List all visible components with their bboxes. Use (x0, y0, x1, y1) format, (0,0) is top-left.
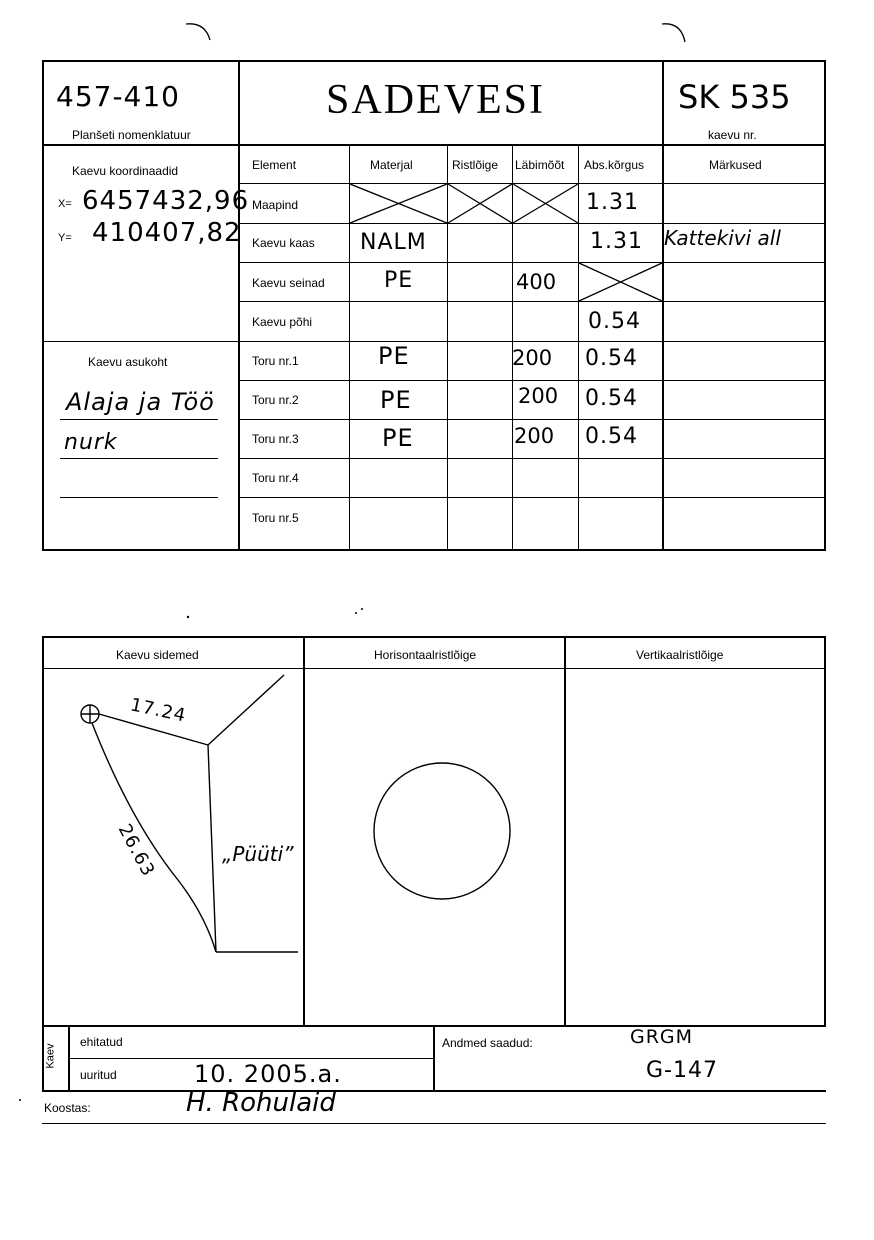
table-row: Toru nr.3 (252, 432, 299, 446)
well-number-value: SK 535 (678, 78, 791, 116)
location-line2: nurk (64, 430, 118, 455)
cell-materjal-kaas: NALM (360, 230, 427, 255)
cell-labimoot-toru2: 200 (518, 384, 559, 408)
ehitatud-label: ehitatud (80, 1035, 123, 1049)
horizontal-section-circle (374, 763, 510, 899)
cell-abs-toru1: 0.54 (585, 346, 638, 371)
y-prefix: Y= (58, 232, 72, 244)
table-row: Kaevu põhi (252, 315, 313, 329)
nomenclature-value: 457-410 (56, 80, 180, 113)
sketch-col1-label: Kaevu sidemed (116, 648, 199, 662)
table-row: Maapind (252, 198, 299, 212)
location-line1: Alaja ja Töö (66, 388, 215, 416)
andmed-line1: GRGM (630, 1026, 694, 1048)
table-row: Toru nr.5 (252, 511, 299, 525)
header-abs: Abs.kõrgus (584, 158, 645, 172)
uuritud-value: 10. 2005.a. (194, 1060, 342, 1088)
y-coordinate: 410407,82 (92, 218, 242, 248)
cell-labimoot-toru3: 200 (514, 424, 555, 448)
page-title: SADEVESI (326, 77, 546, 123)
sketch-col2-label: Horisontaalristlõige (374, 648, 477, 662)
nomenclature-label: Planšeti nomenklatuur (72, 128, 191, 142)
cell-materjal-toru1: PE (378, 342, 410, 370)
header-markused: Märkused (709, 158, 762, 172)
x-coordinate: 6457432,96 (82, 186, 250, 216)
well-number-label: kaevu nr. (708, 128, 757, 142)
uuritud-label: uuritud (80, 1068, 117, 1082)
sketch-col3-label: Vertikaalristlõige (636, 648, 724, 662)
header-ristloige: Ristlõige (452, 158, 499, 172)
distance-1: 17.24 (128, 694, 189, 727)
kaev-label: Kaev (44, 1043, 57, 1069)
cell-materjal-toru3: PE (382, 424, 414, 452)
table-row: Toru nr.1 (252, 354, 299, 368)
cell-abs-toru3: 0.54 (585, 424, 638, 449)
cell-materjal-toru2: PE (380, 386, 412, 414)
x-prefix: X= (58, 198, 72, 210)
cell-abs-kaas: 1.31 (590, 229, 643, 254)
cell-markused-kaas: Kattekivi all (664, 226, 781, 250)
koostas-value: H. Rohulaid (186, 1088, 336, 1118)
cell-abs-toru2: 0.54 (585, 386, 638, 411)
location-label: Kaevu asukoht (88, 355, 168, 369)
header-element: Element (252, 158, 297, 172)
cell-abs-pohi: 0.54 (588, 309, 641, 334)
header-labimoot: Läbimõõt (515, 158, 565, 172)
andmed-label: Andmed saadud: (442, 1036, 533, 1050)
table-row: Kaevu seinad (252, 276, 325, 290)
header-materjal: Materjal (370, 158, 413, 172)
cell-abs-maapind: 1.31 (586, 190, 639, 215)
cell-labimoot-toru1: 200 (512, 346, 553, 370)
cell-materjal-seinad: PE (384, 268, 414, 293)
andmed-line2: G-147 (646, 1058, 718, 1083)
coordinates-label: Kaevu koordinaadid (72, 164, 179, 178)
table-row: Toru nr.4 (252, 471, 299, 485)
table-row: Toru nr.2 (252, 393, 299, 407)
table-row: Kaevu kaas (252, 236, 315, 250)
distance-2: 26.63 (113, 820, 159, 881)
koostas-label: Koostas: (44, 1101, 91, 1115)
sketch-note: „Püüti” (222, 842, 294, 866)
cell-labimoot-seinad: 400 (516, 270, 557, 294)
